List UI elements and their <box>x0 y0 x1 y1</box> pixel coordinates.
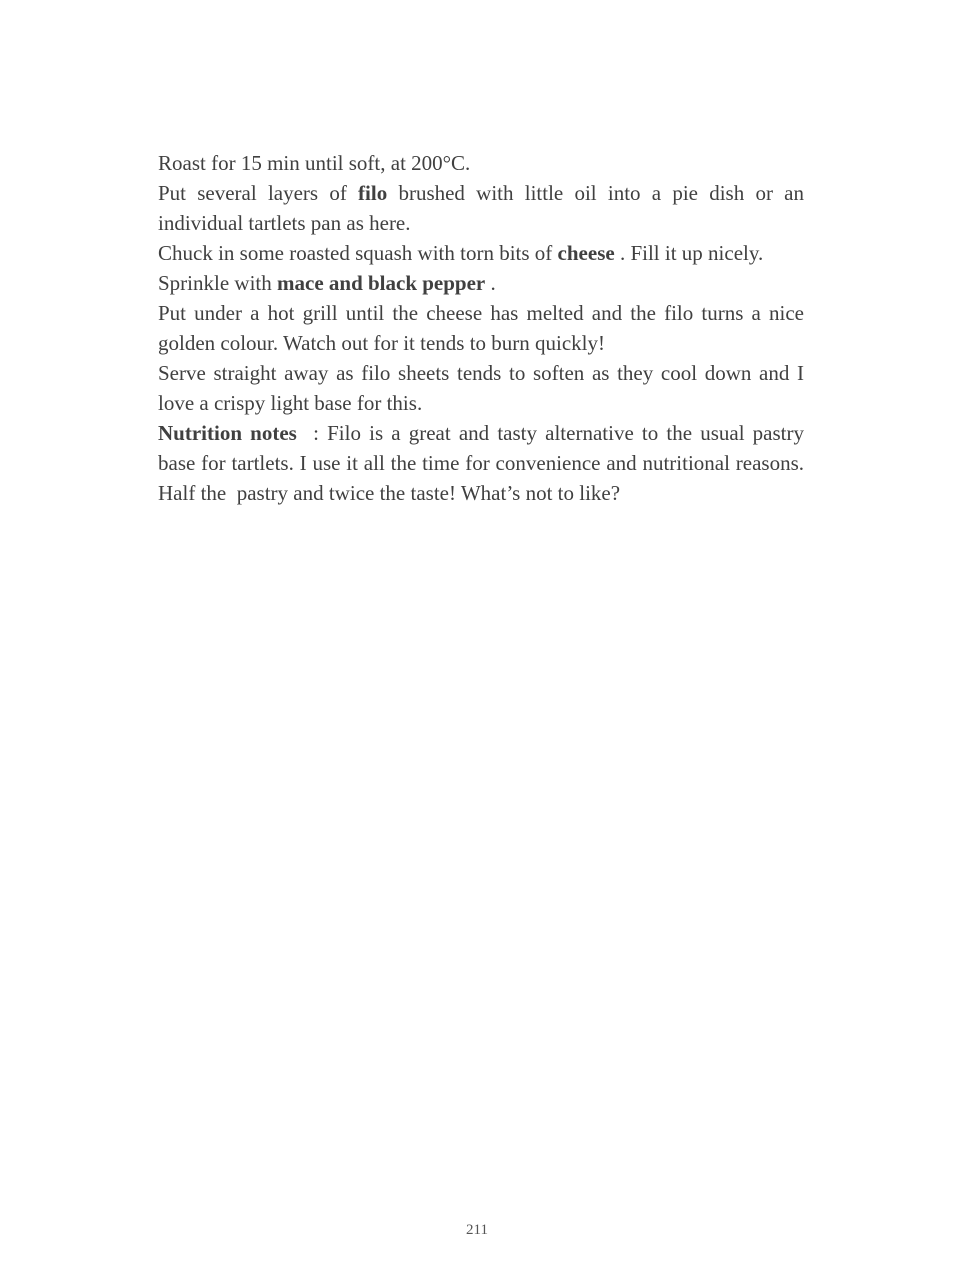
bold-term-cheese: cheese <box>557 241 615 265</box>
text-run: brushed with little oil into a pie dish or an individual tartlets pan as here. <box>158 181 804 235</box>
paragraph-cheese <box>158 238 804 268</box>
bold-term-filo: filo <box>358 181 388 205</box>
page-number: 211 <box>466 1222 488 1238</box>
text-run: : Filo is a great and tasty alternative to the usual pastry base for tartlets. I use it all the time for convenience and nutritional reasons. Half the pastry and twice the taste! What’s not to like? <box>158 421 810 505</box>
text-run: Roast for 15 min until soft, at 200°C. <box>158 151 471 175</box>
text-run: Chuck in some roasted squash with torn bits of <box>158 241 558 265</box>
paragraph-grill <box>158 298 804 358</box>
paragraph-serve <box>158 358 804 418</box>
paragraph-sprinkle <box>158 268 804 298</box>
bold-term-mace-pepper: mace and black pepper <box>277 271 486 295</box>
paragraph-filo-layers <box>158 178 804 238</box>
text-run: . Fill it up nicely. <box>614 241 764 265</box>
text-run: Sprinkle with <box>158 271 277 295</box>
text-run: . <box>485 271 496 295</box>
text-run: Put several layers of <box>158 181 359 205</box>
bold-term-nutrition-notes: Nutrition notes <box>158 421 297 445</box>
paragraph-roast <box>158 148 804 178</box>
text-run: Serve straight away as filo sheets tends to soften as they cool down and I love a crispy light base for this. <box>158 361 804 415</box>
text-run: Put under a hot grill until the cheese has melted and the filo turns a nice golden colour. Watch out for it tends to burn quickly! <box>158 301 804 355</box>
recipe-text <box>158 148 810 508</box>
paragraph-nutrition-notes <box>158 418 810 508</box>
